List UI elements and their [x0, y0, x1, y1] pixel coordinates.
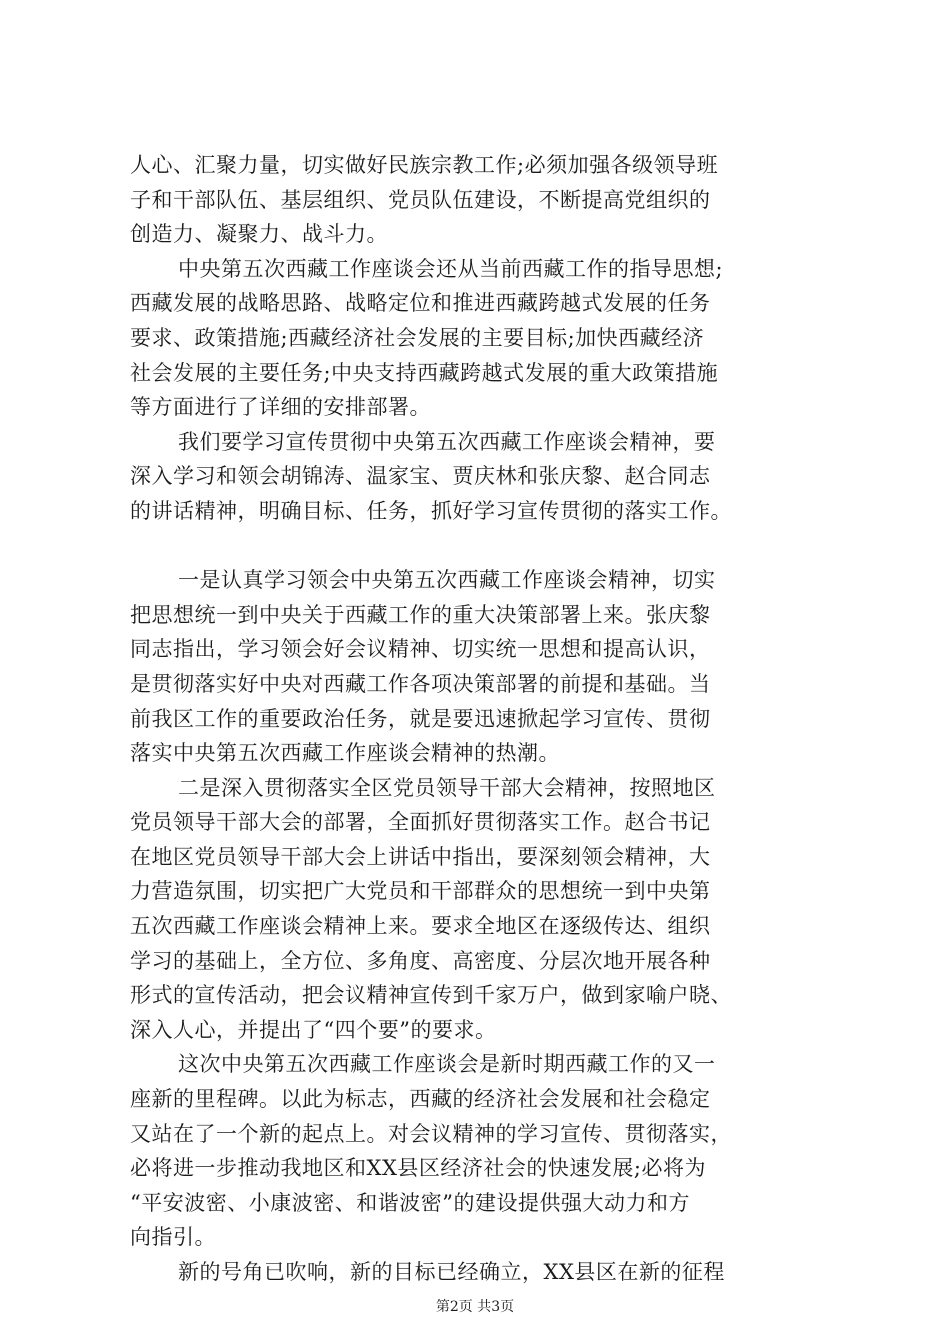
text-line: 力营造氛围，切实把广大党员和干部群众的思想统一到中央第	[130, 879, 711, 904]
text-line: 把思想统一到中央关于西藏工作的重大决策部署上来。张庆黎	[130, 602, 711, 627]
text-line: 又站在了一个新的起点上。对会议精神的学习宣传、贯彻落实，	[130, 1121, 732, 1146]
text-line: 要求、政策措施;西藏经济社会发展的主要目标;加快西藏经济	[130, 325, 705, 350]
text-line: 二是深入贯彻落实全区党员领导干部大会精神，按照地区	[178, 775, 716, 800]
text-line: 我们要学习宣传贯彻中央第五次西藏工作座谈会精神，要	[178, 429, 716, 454]
text-line: 学习的基础上，全方位、多角度、高密度、分层次地开展各种	[130, 948, 711, 973]
text-line: 一是认真学习领会中央第五次西藏工作座谈会精神，切实	[178, 568, 716, 593]
text-line: 向指引。	[130, 1225, 216, 1250]
text-line: 社会发展的主要任务;中央支持西藏跨越式发展的重大政策措施	[130, 360, 719, 385]
text-line: 人心、汇聚力量，切实做好民族宗教工作;必须加强各级领导班	[130, 153, 719, 177]
text-line: 新的号角已吹响，新的目标已经确立，XX县区在新的征程	[178, 1260, 725, 1284]
text-line: 这次中央第五次西藏工作座谈会是新时期西藏工作的又一	[178, 1052, 716, 1077]
text-line: 中央第五次西藏工作座谈会还从当前西藏工作的指导思想;	[178, 256, 724, 281]
text-line: 落实中央第五次西藏工作座谈会精神的热潮。	[130, 741, 560, 766]
text-line: 等方面进行了详细的安排部署。	[130, 395, 431, 420]
document-body	[130, 148, 830, 1290]
text-line: “平安波密、小康波密、和谐波密”的建设提供强大动力和方	[130, 1190, 690, 1215]
text-line: 的讲话精神，明确目标、任务，抓好学习宣传贯彻的落实工作。	[130, 498, 732, 523]
text-line: 深入学习和领会胡锦涛、温家宝、贾庆林和张庆黎、赵合同志	[130, 464, 711, 489]
text-line: 前我区工作的重要政治任务，就是要迅速掀起学习宣传、贯彻	[130, 706, 711, 731]
text-line: 是贯彻落实好中央对西藏工作各项决策部署的前提和基础。当	[130, 671, 711, 696]
text-line: 西藏发展的战略思路、战略定位和推进西藏跨越式发展的任务	[130, 291, 711, 316]
text-line: 在地区党员领导干部大会上讲话中指出，要深刻领会精神，大	[130, 844, 711, 869]
text-line: 同志指出，学习领会好会议精神、切实统一思想和提高认识，	[130, 637, 711, 662]
text-line: 创造力、凝聚力、战斗力。	[130, 222, 388, 247]
text-line: 子和干部队伍、基层组织、党员队伍建设，不断提高党组织的	[130, 187, 711, 212]
text-line: 五次西藏工作座谈会精神上来。要求全地区在逐级传达、组织	[130, 914, 711, 939]
text-line: 党员领导干部大会的部署，全面抓好贯彻落实工作。赵合书记	[130, 810, 711, 835]
text-line: 深入人心，并提出了“四个要”的要求。	[130, 1017, 497, 1042]
text-line: 座新的里程碑。以此为标志，西藏的经济社会发展和社会稳定	[130, 1087, 711, 1112]
page-footer: 第2页 共3页	[435, 1299, 515, 1315]
text-line: 形式的宣传活动，把会议精神宣传到千家万户，做到家喻户晓、	[130, 983, 732, 1008]
paragraph-gap	[130, 529, 830, 564]
text-line: 必将进一步推动我地区和XX县区经济社会的快速发展;必将为	[130, 1156, 706, 1181]
